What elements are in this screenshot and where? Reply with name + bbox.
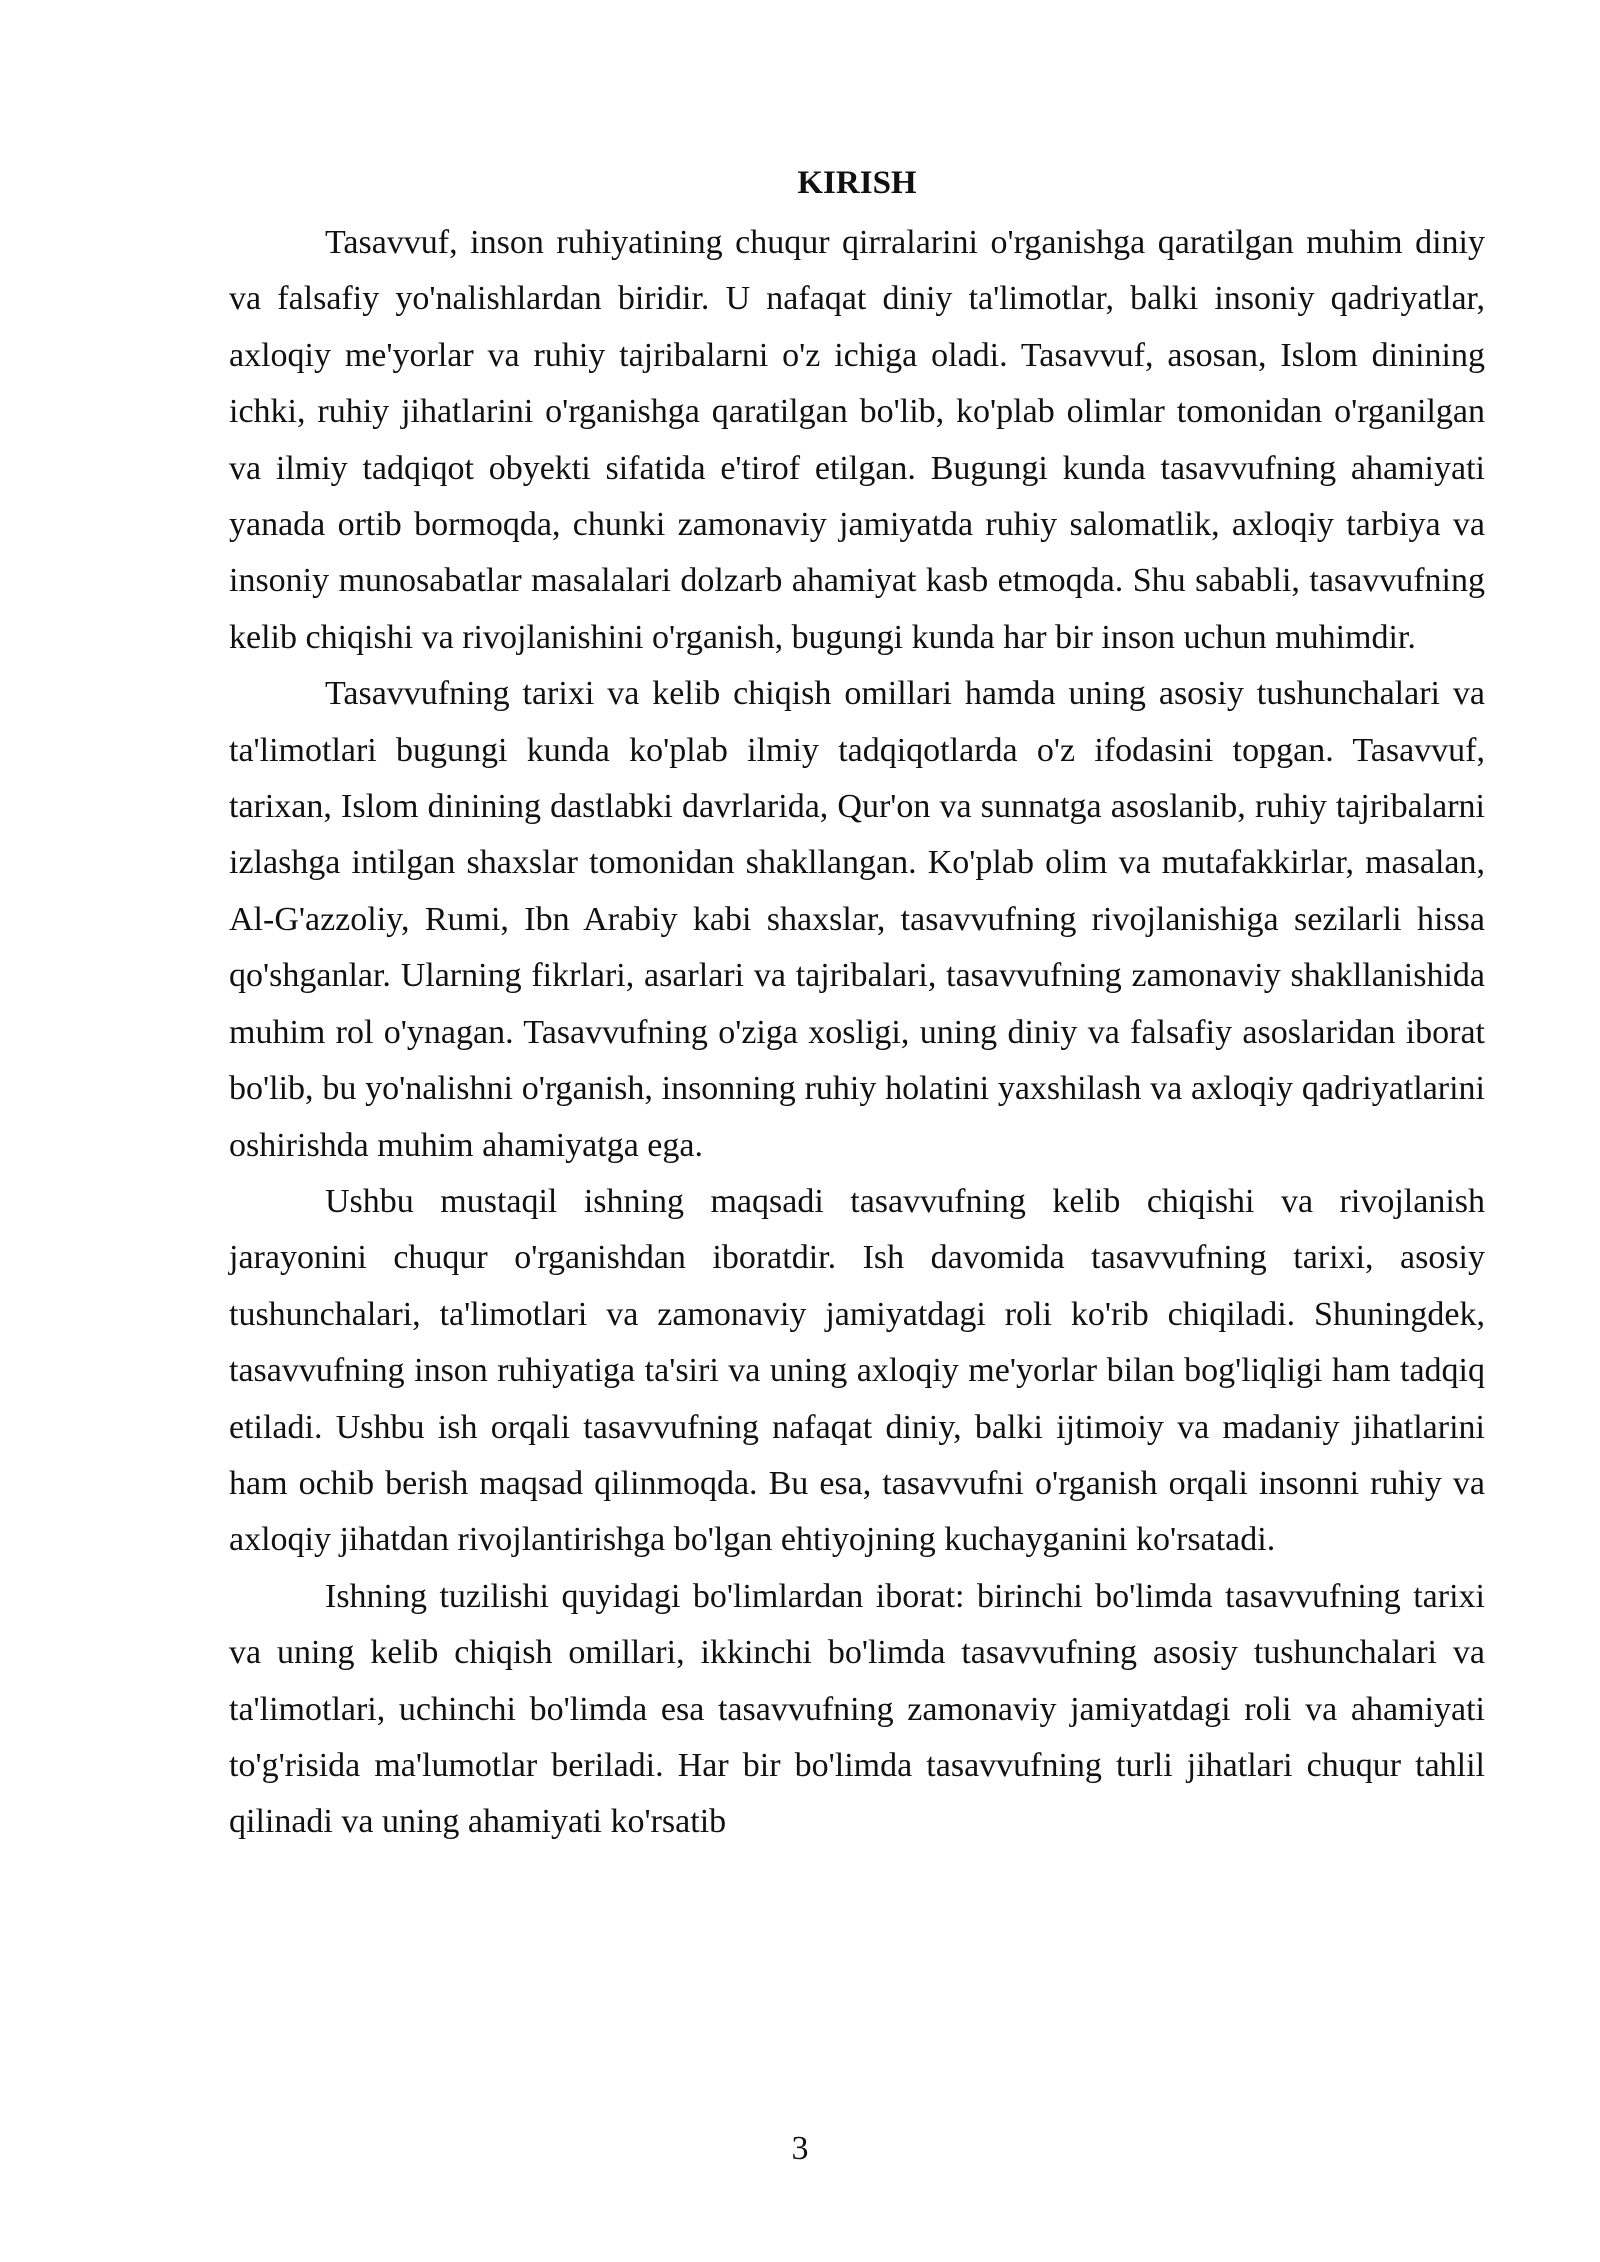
page-body bbox=[229, 155, 1485, 1851]
paragraph-1: Tasavvuf, inson ruhiyatining chuqur qirralarini o'rganishga qaratilgan muhim diniy va falsafiy yo'nalishlardan biridir. U nafaqat diniy ta'limotlar, balki insoniy qadriyatlar, axloqiy me'yorlar va ruhiy tajribalarni o'z ichiga oladi. Tasavvuf, asosan, Islom dinining ichki, ruhiy jihatlarini o'rganishga qaratilgan bo'lib, ko'plab olimlar tomonidan o'rganilgan va ilmiy tadqiqot obyekti sifatida e'tirof etilgan. Bugungi kunda tasavvufning ahamiyati yanada ortib bormoqda, chunki zamonaviy jamiyatda ruhiy salomatlik, axloqiy tarbiya va insoniy munosabatlar masalalari dolzarb ahamiyat kasb etmoqda. Shu sababli, tasavvufning kelib chiqishi va rivojlanishini o'rganish, bugungi kunda har bir inson uchun muhimdir. bbox=[229, 224, 1485, 656]
paragraph-4: Ishning tuzilishi quyidagi bo'limlardan iborat: birinchi bo'limda tasavvufning tarixi va uning kelib chiqish omillari, ikkinchi bo'limda tasavvufning asosiy tushunchalari va ta'limotlari, uchinchi bo'limda esa tasavvufning zamonaviy jamiyatdagi roli va ahamiyati to'g'risida ma'lumotlar beriladi. Har bir bo'limda tasavvufning turli jihatlari chuqur tahlil qilinadi va uning ahamiyati ko'rsatib bbox=[229, 1577, 1485, 1841]
page-number: 3 bbox=[791, 2130, 809, 2167]
paragraph-2: Tasavvufning tarixi va kelib chiqish omillari hamda uning asosiy tushunchalari va ta'limotlari bugungi kunda ko'plab ilmiy tadqiqotlarda o'z ifodasini topgan. Tasavvuf, tarixan, Islom dinining dastlabki davrlarida, Qur'on va sunnatga asoslanib, ruhiy tajribalarni izlashga intilgan shaxslar tomonidan shakllangan. Ko'plab olim va mutafakkirlar, masalan, Al-G'azzoliy, Rumi, Ibn Arabiy kabi shaxslar, tasavvufning rivojlanishiga sezilarli hissa qo'shganlar. Ularning fikrlari, asarlari va tajribalari, tasavvufning zamonaviy shakllanishida muhim rol o'ynagan. Tasavvufning o'ziga xosligi, uning diniy va falsafiy asoslaridan iborat bo'lib, bu yo'nalishni o'rganish, insonning ruhiy holatini yaxshilash va axloqiy qadriyatlarini oshirishda muhim ahamiyatga ega. bbox=[229, 675, 1485, 1164]
paragraph-3: Ushbu mustaqil ishning maqsadi tasavvufning kelib chiqishi va rivojlanish jarayonini chuqur o'rganishdan iboratdir. Ish davomida tasavvufning tarixi, asosiy tushunchalari, ta'limotlari va zamonaviy jamiyatdagi roli ko'rib chiqiladi. Shuningdek, tasavvufning inson ruhiyatiga ta'siri va uning axloqiy me'yorlar bilan bog'liqligi ham tadqiq etiladi. Ushbu ish orqali tasavvufning nafaqat diniy, balki ijtimoiy va madaniy jihatlarini ham ochib berish maqsad qilinmoqda. Bu esa, tasavvufni o'rganish orqali insonni ruhiy va axloqiy jihatdan rivojlantirishga bo'lgan ehtiyojning kuchayganini ko'rsatadi. bbox=[229, 1182, 1485, 1559]
section-title: KIRISH bbox=[797, 165, 917, 201]
